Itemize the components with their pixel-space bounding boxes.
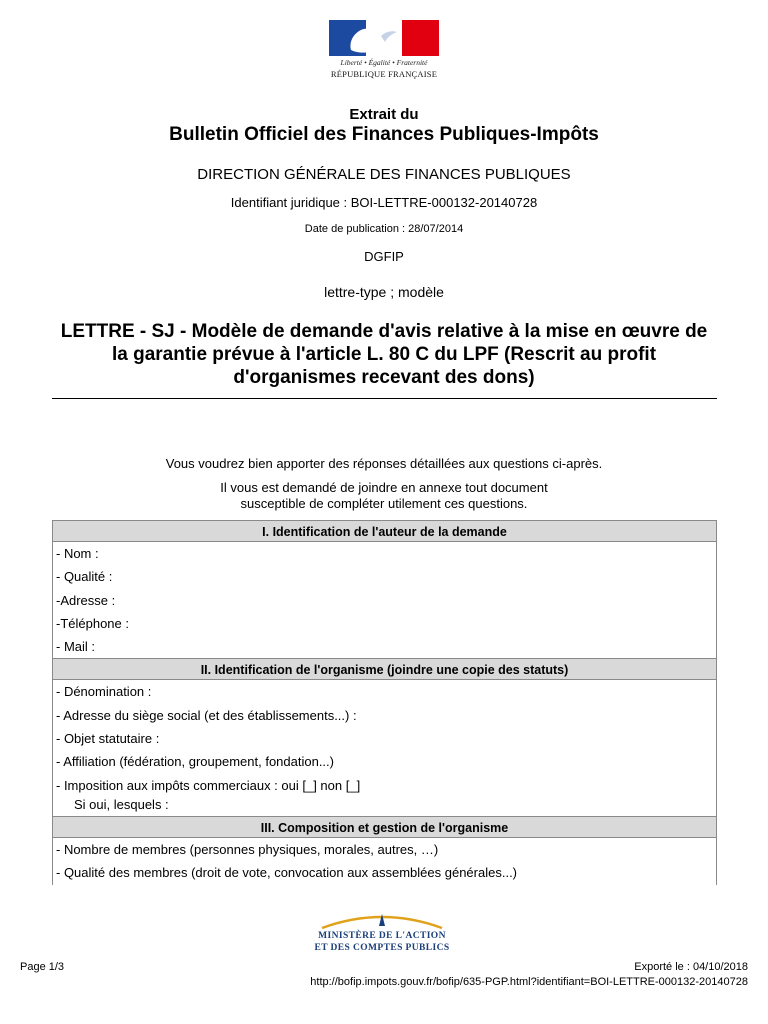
intro-paragraph (0, 480, 768, 512)
export-date: Exporté le : 04/10/2018 (634, 961, 748, 973)
section-organism-fields (52, 680, 717, 815)
section-composition-fields (52, 838, 717, 885)
field-denomination: - Dénomination : (56, 684, 152, 700)
service-name: DGFIP (364, 249, 404, 264)
field-nombre-membres: - Nombre de membres (personnes physiques, morales, autres, …) (56, 841, 439, 857)
source-url: http://bofip.impots.gouv.fr/bofip/635-PGP.html?identifiant=BOI-LETTRE-000132-20140728 (310, 976, 748, 988)
marianne-flag-icon (329, 20, 439, 56)
intro-line-3: susceptible de compléter utilement ces questions. (240, 496, 528, 511)
ministry-line-1: MINISTÈRE DE L'ACTION (318, 931, 446, 941)
republique-francaise-logo (329, 20, 439, 82)
section-author-fields (52, 542, 717, 658)
extract-label: Extrait du (349, 106, 419, 123)
field-si-oui: Si oui, lesquels : (74, 796, 169, 812)
legal-identifier: Identifiant juridique : BOI-LETTRE-000132-20140728 (230, 195, 538, 210)
section-header-composition: III. Composition et gestion de l'organisme (52, 816, 717, 838)
field-qualite: - Qualité : (56, 569, 113, 585)
title-divider (52, 398, 717, 399)
field-qualite-membres: - Qualité des membres (droit de vote, convocation aux assemblées générales...) (56, 865, 518, 881)
page-number: Page 1/3 (20, 961, 65, 973)
republic-text: RÉPUBLIQUE FRANÇAISE (330, 69, 438, 79)
direction-name: DIRECTION GÉNÉRALE DES FINANCES PUBLIQUES (197, 166, 571, 183)
field-objet-statutaire: - Objet statutaire : (56, 731, 160, 747)
ministry-line-2: ET DES COMPTES PUBLICS (314, 943, 450, 953)
document-type: lettre-type ; modèle (324, 284, 444, 300)
request-form (52, 520, 717, 885)
field-telephone: -Téléphone : (56, 615, 129, 631)
document-title: LETTRE - SJ - Modèle de demande d'avis relative à la mise en œuvre de la garantie prévue à l'article L. 80 C du LPF (Rescrit au profit d'organismes recevant des dons) (60, 321, 708, 388)
field-affiliation: - Affiliation (fédération, groupement, fondation...) (56, 754, 334, 770)
ministry-logo (290, 908, 474, 966)
bulletin-title: Bulletin Officiel des Finances Publiques-Impôts (169, 124, 599, 145)
intro-line-1: Vous voudrez bien apporter des réponses détaillées aux questions ci-après. (165, 456, 603, 471)
section-header-author: I. Identification de l'auteur de la demande (52, 520, 717, 542)
field-siege-social: - Adresse du siège social (et des établissements...) : (56, 707, 357, 723)
field-nom: - Nom : (56, 546, 99, 561)
ministry-arc-icon (320, 910, 444, 930)
intro-line-2: Il vous est demandé de joindre en annexe tout document (220, 480, 548, 495)
motto-text: Liberté • Égalité • Fraternité (340, 58, 428, 67)
section-header-organism: II. Identification de l'organisme (joindre une copie des statuts) (52, 658, 717, 680)
publication-date: Date de publication : 28/07/2014 (304, 223, 464, 235)
field-mail: - Mail : (56, 639, 95, 655)
field-imposition: - Imposition aux impôts commerciaux : oui [_] non [_] (56, 777, 361, 793)
field-adresse: -Adresse : (56, 592, 116, 608)
